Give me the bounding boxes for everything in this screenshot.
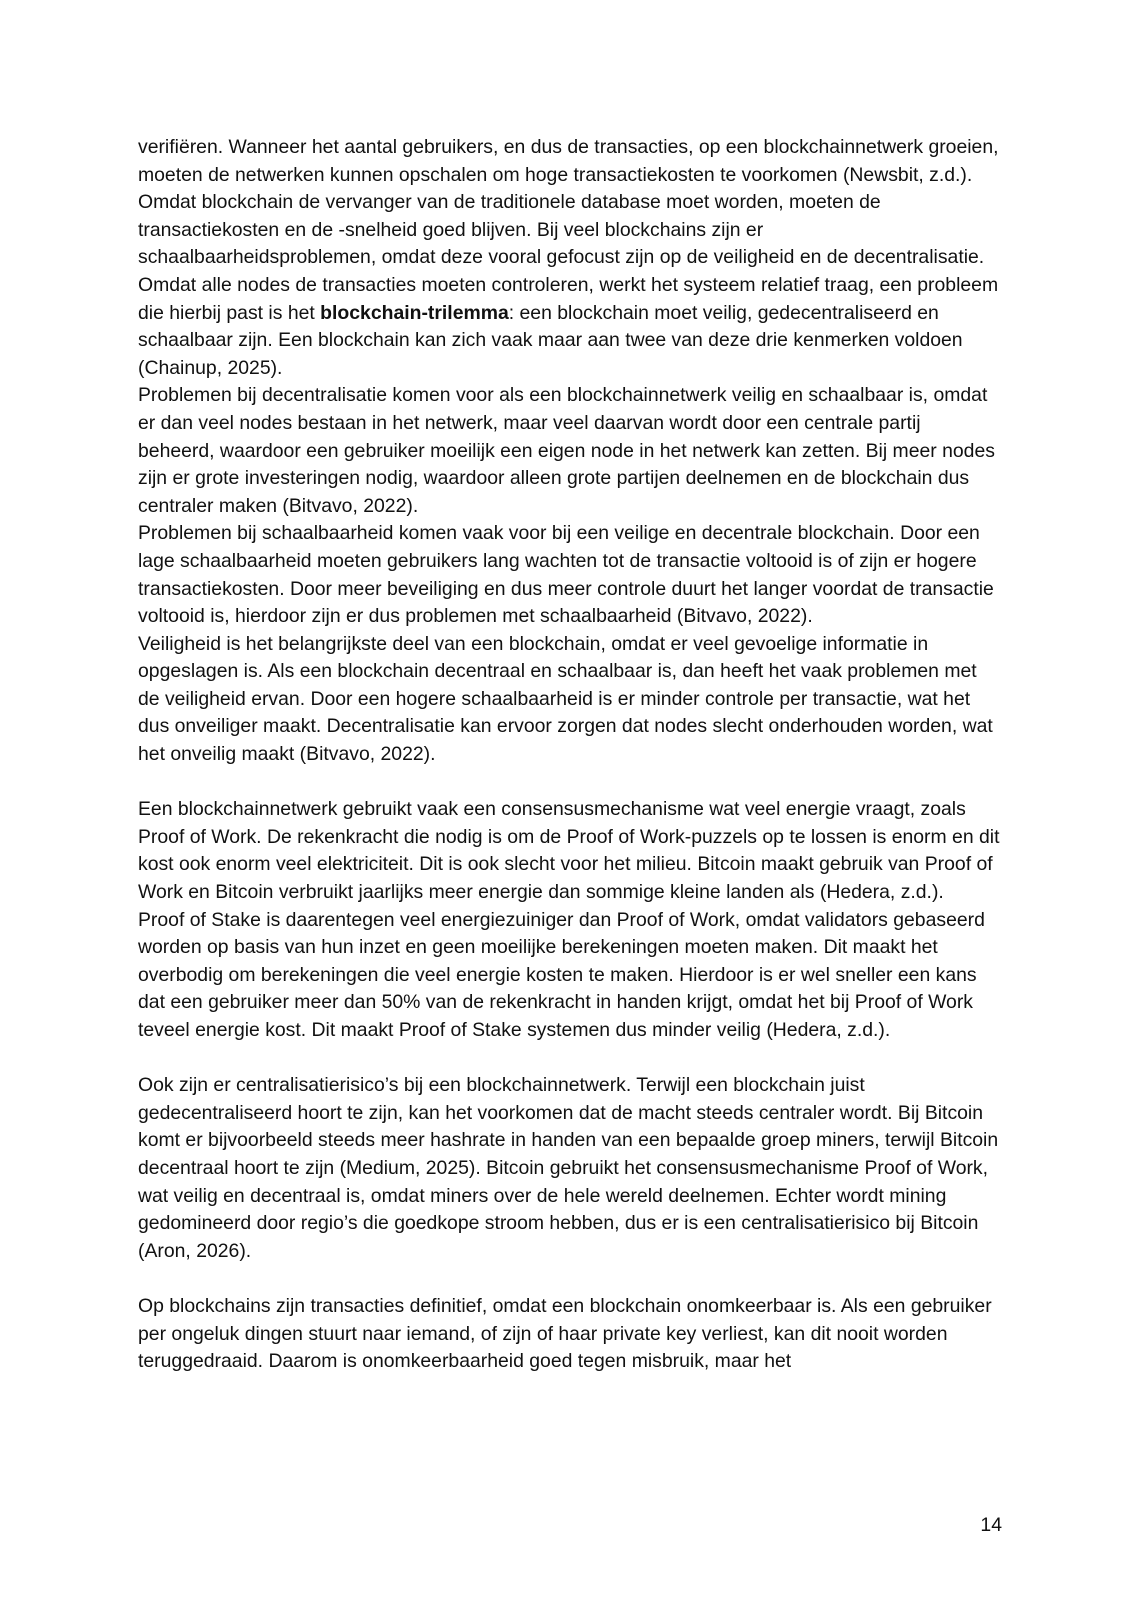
paragraph-centralisatierisico: Ook zijn er centralisatierisico’s bij een blockchainnetwerk. Terwijl een blockchain juist gedecentraliseerd hoort te zijn, kan het voorkomen dat de macht steeds centraler wordt. Bij Bitcoin komt er bijvoorbeeld steeds meer hashrate in handen van een bepaalde groep miners, terwijl Bitcoin decentraal hoort te zijn (Medium, 2025). Bitcoin gebruikt het consensusmechanisme Proof of Work, wat veilig en decentraal is, omdat miners over de hele wereld deelnemen. Echter wordt mining gedomineerd door regio’s die goedkope stroom hebben, dus er is een centralisatierisico bij Bitcoin (Aron, 2026).: [138, 1074, 999, 1262]
paragraph-gap: [138, 1045, 1002, 1073]
page-number: 14: [980, 1514, 1002, 1536]
page-body: [138, 134, 1002, 1376]
paragraph-gap: [138, 769, 1002, 797]
paragraph-schaalbaarheid: Problemen bij schaalbaarheid komen vaak voor bij een veilige en decentrale blockchain. Door een lage schaalbaarheid moeten gebruikers lang wachten tot de transactie voltooid is of zijn er hogere transactiekosten. Door meer beveiliging en dus meer controle duurt het langer voordat de transactie voltooid is, hierdoor zijn er dus problemen met schaalbaarheid (Bitvavo, 2022).: [138, 522, 994, 628]
paragraph-veiligheid: Veiligheid is het belangrijkste deel van een blockchain, omdat er veel gevoelige informatie in opgeslagen is. Als een blockchain decentraal en schaalbaar is, dan heeft het vaak problemen met de veiligheid ervan. Door een hogere schaalbaarheid is er minder controle per transactie, wat het dus onveiliger maakt. Decentralisatie kan ervoor zorgen dat nodes slecht onderhouden worden, wat het onveilig maakt (Bitvavo, 2022).: [138, 632, 993, 766]
bold-term-blockchain-trilemma: blockchain-trilemma: [320, 301, 509, 324]
paragraph-decentralisation: Problemen bij decentralisatie komen voor als een blockchainnetwerk veilig en schaalbaar is, omdat er dan veel nodes bestaan in het netwerk, maar veel daarvan wordt door een centrale partij beheerd, waardoor een gebruiker moeilijk een eigen node in het netwerk kan zetten. Bij meer nodes zijn er grote investeringen nodig, waardoor alleen grote partijen deelnemen en de blockchain dus centraler maken (Bitvavo, 2022).: [138, 384, 995, 517]
paragraph-text: verifiëren. Wanneer het aantal gebruikers, en dus de transacties, op een blockchainnetwerk groeien, moeten de netwerken kunnen opschalen om hoge transactiekosten te voorkomen (Newsbit, z.d.). Omdat blockchain de vervanger van de traditionele database moet worden, moeten de transactiekosten en de -snelheid goed blijven. Bij veel blockchains zijn er schaalbaarheidsproblemen, omdat deze vooral gefocust zijn op de veiligheid en de decentralisatie. Omdat alle nodes de transacties moeten controleren, werkt het systeem relatief traag, een probleem die hierbij past is het: [138, 136, 999, 324]
paragraph-proof-of-work: Een blockchainnetwerk gebruikt vaak een consensusmechanisme wat veel energie vraagt, zoals Proof of Work. De rekenkracht die nodig is om de Proof of Work-puzzels op te lossen is enorm en dit kost ook enorm veel elektriciteit. Dit is ook slecht voor het milieu. Bitcoin maakt gebruik van Proof of Work en Bitcoin verbruikt jaarlijks meer energie dan sommige kleine landen als (Hedera, z.d.).: [138, 798, 1000, 904]
paragraph-scalability: [138, 134, 1002, 382]
paragraph-gap: [138, 1265, 1002, 1293]
paragraph-text: : een blockchain moet veilig, gedecentraliseerd en schaalbaar zijn. Een blockchain kan zich vaak maar aan twee van deze drie kenmerken voldoen (Chainup, 2025).: [138, 301, 963, 379]
paragraph-proof-of-stake: Proof of Stake is daarentegen veel energiezuiniger dan Proof of Work, omdat validators gebaseerd worden op basis van hun inzet en geen moeilijke berekeningen moeten maken. Dit maakt het overbodig om berekeningen die veel energie kosten te maken. Hierdoor is er wel sneller een kans dat een gebruiker meer dan 50% van de rekenkracht in handen krijgt, omdat het bij Proof of Work teveel energie kost. Dit maakt Proof of Stake systemen dus minder veilig (Hedera, z.d.).: [138, 908, 985, 1041]
paragraph-onomkeerbaarheid: Op blockchains zijn transacties definitief, omdat een blockchain onomkeerbaar is. Als een gebruiker per ongeluk dingen stuurt naar iemand, of zijn of haar private key verliest, kan dit nooit worden teruggedraaid. Daarom is onomkeerbaarheid goed tegen misbruik, maar het: [138, 1294, 992, 1373]
